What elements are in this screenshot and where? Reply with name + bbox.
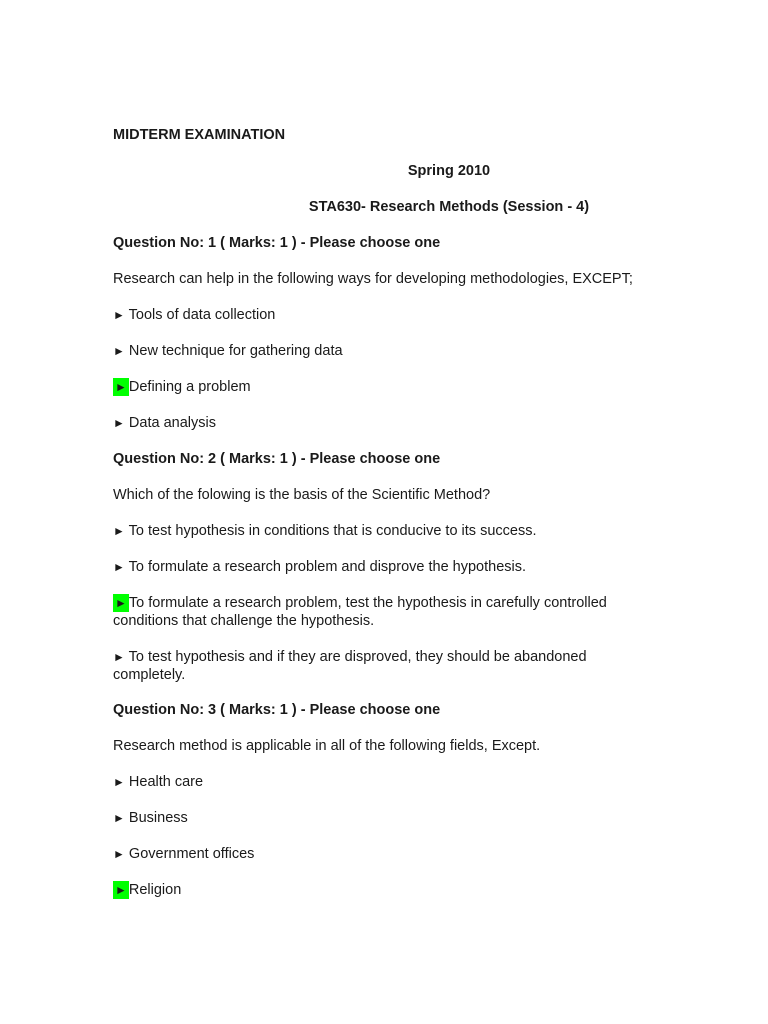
highlighted-arrow-bullet-icon: ► xyxy=(115,596,127,610)
question-2-heading: Question No: 2 ( Marks: 1 ) - Please choose one xyxy=(113,451,441,467)
arrow-bullet-icon: ► xyxy=(113,811,125,825)
option-label: Health care xyxy=(124,774,204,790)
exam-term: Spring 2010 xyxy=(407,163,491,179)
highlighted-arrow-bullet-icon: ► xyxy=(115,883,127,897)
arrow-bullet-icon: ► xyxy=(113,308,125,322)
question-2-text: Which of the folowing is the basis of the Scientific Method? xyxy=(113,487,491,503)
option-label: To formulate a research problem, test the hypothesis in carefully controlled conditions that challenge the hypothesis. xyxy=(113,595,607,629)
question-3-option-4-selected xyxy=(113,881,688,899)
option-label: To test hypothesis in conditions that is conducive to its success. xyxy=(124,523,537,539)
question-3-text: Research method is applicable in all of the following fields, Except. xyxy=(113,738,541,754)
question-3-option-2 xyxy=(113,809,688,827)
option-label: Government offices xyxy=(124,846,255,862)
option-label: Religion xyxy=(128,882,182,898)
course-title: STA630- Research Methods (Session - 4) xyxy=(308,199,590,215)
option-label: Tools of data collection xyxy=(124,307,276,323)
question-1-option-1 xyxy=(113,306,688,324)
question-1-option-3-selected xyxy=(113,378,688,396)
arrow-bullet-icon: ► xyxy=(113,847,125,861)
option-label: Defining a problem xyxy=(128,379,251,395)
exam-title: MIDTERM EXAMINATION xyxy=(113,127,286,143)
question-3-option-3 xyxy=(113,845,688,863)
arrow-bullet-icon: ► xyxy=(113,775,125,789)
question-3-heading: Question No: 3 ( Marks: 1 ) - Please choose one xyxy=(113,702,441,718)
arrow-bullet-icon: ► xyxy=(113,650,125,664)
option-label: To formulate a research problem and disprove the hypothesis. xyxy=(124,559,527,575)
option-label: Data analysis xyxy=(124,415,216,431)
option-label: To test hypothesis and if they are disproved, they should be abandoned completely. xyxy=(113,649,587,683)
question-1-heading: Question No: 1 ( Marks: 1 ) - Please choose one xyxy=(113,235,441,251)
question-2-option-1 xyxy=(113,522,688,540)
question-2-option-4 xyxy=(113,648,643,684)
arrow-bullet-icon: ► xyxy=(113,416,125,430)
question-2-option-3-selected xyxy=(113,594,643,630)
arrow-bullet-icon: ► xyxy=(113,524,125,538)
option-label: New technique for gathering data xyxy=(124,343,343,359)
arrow-bullet-icon: ► xyxy=(113,344,125,358)
highlighted-arrow-bullet-icon: ► xyxy=(115,380,127,394)
arrow-bullet-icon: ► xyxy=(113,560,125,574)
question-1-text: Research can help in the following ways for developing methodologies, EXCEPT; xyxy=(113,271,633,287)
question-1-option-2 xyxy=(113,342,688,360)
question-2-option-2 xyxy=(113,558,688,576)
question-1-option-4 xyxy=(113,414,688,432)
option-label: Business xyxy=(124,810,188,826)
question-3-option-1 xyxy=(113,773,688,791)
